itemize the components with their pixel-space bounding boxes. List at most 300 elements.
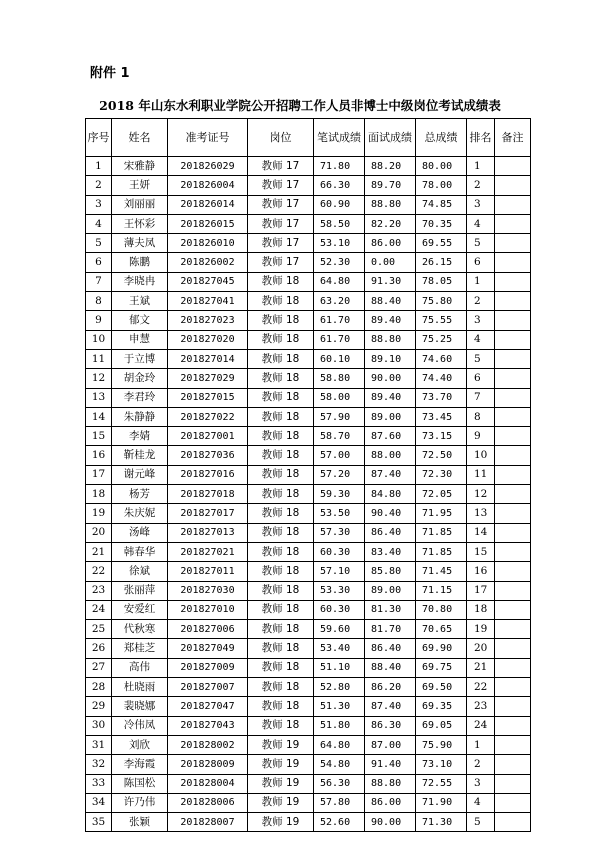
- cell-written-score: 57.80: [314, 793, 365, 812]
- cell-seq: 24: [86, 600, 112, 619]
- cell-written-score: 61.70: [314, 330, 365, 349]
- cell-written-score: 60.10: [314, 349, 365, 368]
- cell-remark: [495, 330, 531, 349]
- cell-written-score: 53.50: [314, 504, 365, 523]
- cell-name: 冷伟凤: [112, 716, 168, 735]
- cell-name: 刘欣: [112, 735, 168, 754]
- cell-ticket: 201826004: [168, 176, 248, 195]
- cell-name: 汤峰: [112, 523, 168, 542]
- cell-written-score: 60.90: [314, 195, 365, 214]
- cell-name: 杜晓雨: [112, 678, 168, 697]
- cell-remark: [495, 678, 531, 697]
- cell-written-score: 58.70: [314, 427, 365, 446]
- cell-name: 徐斌: [112, 562, 168, 581]
- cell-total-score: 69.75: [416, 658, 467, 677]
- cell-ticket: 201827013: [168, 523, 248, 542]
- cell-written-score: 52.80: [314, 678, 365, 697]
- cell-seq: 1: [86, 157, 112, 176]
- cell-ticket: 201828009: [168, 755, 248, 774]
- cell-position: 教师 18: [248, 485, 314, 504]
- table-row: [86, 755, 531, 774]
- cell-interview-score: 88.80: [365, 774, 416, 793]
- cell-position: 教师 18: [248, 716, 314, 735]
- table-row: [86, 157, 531, 176]
- cell-seq: 14: [86, 407, 112, 426]
- cell-written-score: 51.10: [314, 658, 365, 677]
- cell-name: 王斌: [112, 292, 168, 311]
- cell-ticket: 201826014: [168, 195, 248, 214]
- cell-ticket: 201828004: [168, 774, 248, 793]
- cell-seq: 35: [86, 813, 112, 832]
- cell-interview-score: 84.80: [365, 485, 416, 504]
- cell-name: 杨芳: [112, 485, 168, 504]
- cell-rank: 3: [467, 311, 495, 330]
- cell-name: 郁文: [112, 311, 168, 330]
- cell-name: 谢元峰: [112, 465, 168, 484]
- cell-interview-score: 89.10: [365, 349, 416, 368]
- table-row: [86, 349, 531, 368]
- cell-remark: [495, 388, 531, 407]
- cell-remark: [495, 157, 531, 176]
- table-row: [86, 813, 531, 832]
- cell-position: 教师 18: [248, 639, 314, 658]
- cell-name: 薄夫凤: [112, 234, 168, 253]
- cell-remark: [495, 620, 531, 639]
- cell-rank: 14: [467, 523, 495, 542]
- cell-position: 教师 18: [248, 369, 314, 388]
- cell-rank: 5: [467, 813, 495, 832]
- table-row: [86, 253, 531, 272]
- cell-position: 教师 18: [248, 446, 314, 465]
- cell-total-score: 72.55: [416, 774, 467, 793]
- cell-ticket: 201828007: [168, 813, 248, 832]
- cell-interview-score: 89.00: [365, 581, 416, 600]
- cell-position: 教师 18: [248, 620, 314, 639]
- cell-ticket: 201827021: [168, 542, 248, 561]
- cell-remark: [495, 195, 531, 214]
- cell-written-score: 58.50: [314, 214, 365, 233]
- cell-interview-score: 85.80: [365, 562, 416, 581]
- cell-written-score: 71.80: [314, 157, 365, 176]
- cell-rank: 6: [467, 253, 495, 272]
- cell-interview-score: 90.00: [365, 369, 416, 388]
- cell-rank: 12: [467, 485, 495, 504]
- cell-name: 安爱红: [112, 600, 168, 619]
- cell-remark: [495, 793, 531, 812]
- cell-remark: [495, 369, 531, 388]
- header-position: 岗位: [248, 119, 314, 157]
- cell-remark: [495, 253, 531, 272]
- table-row: [86, 697, 531, 716]
- cell-rank: 19: [467, 620, 495, 639]
- cell-total-score: 78.00: [416, 176, 467, 195]
- cell-position: 教师 18: [248, 678, 314, 697]
- cell-name: 刘丽丽: [112, 195, 168, 214]
- cell-interview-score: 0.00: [365, 253, 416, 272]
- header-written-score: 笔试成绩: [314, 119, 365, 157]
- table-row: [86, 774, 531, 793]
- cell-name: 王妍: [112, 176, 168, 195]
- cell-ticket: 201827041: [168, 292, 248, 311]
- table-row: [86, 214, 531, 233]
- cell-interview-score: 86.40: [365, 523, 416, 542]
- cell-total-score: 69.50: [416, 678, 467, 697]
- cell-position: 教师 18: [248, 272, 314, 291]
- cell-remark: [495, 292, 531, 311]
- cell-written-score: 57.20: [314, 465, 365, 484]
- cell-total-score: 70.80: [416, 600, 467, 619]
- cell-position: 教师 17: [248, 214, 314, 233]
- cell-rank: 15: [467, 542, 495, 561]
- cell-total-score: 69.05: [416, 716, 467, 735]
- cell-name: 宋雅静: [112, 157, 168, 176]
- cell-interview-score: 89.40: [365, 311, 416, 330]
- cell-remark: [495, 658, 531, 677]
- cell-total-score: 72.50: [416, 446, 467, 465]
- cell-seq: 26: [86, 639, 112, 658]
- cell-ticket: 201827007: [168, 678, 248, 697]
- cell-seq: 15: [86, 427, 112, 446]
- cell-interview-score: 86.40: [365, 639, 416, 658]
- cell-remark: [495, 600, 531, 619]
- cell-ticket: 201826015: [168, 214, 248, 233]
- cell-ticket: 201827009: [168, 658, 248, 677]
- cell-seq: 21: [86, 542, 112, 561]
- cell-written-score: 52.30: [314, 253, 365, 272]
- cell-interview-score: 89.70: [365, 176, 416, 195]
- cell-written-score: 57.00: [314, 446, 365, 465]
- score-table: [85, 118, 531, 832]
- cell-ticket: 201827020: [168, 330, 248, 349]
- cell-total-score: 74.60: [416, 349, 467, 368]
- cell-seq: 16: [86, 446, 112, 465]
- cell-rank: 5: [467, 349, 495, 368]
- cell-name: 张丽萍: [112, 581, 168, 600]
- cell-position: 教师 18: [248, 581, 314, 600]
- cell-interview-score: 86.30: [365, 716, 416, 735]
- cell-interview-score: 83.40: [365, 542, 416, 561]
- cell-name: 王怀彩: [112, 214, 168, 233]
- cell-ticket: 201827016: [168, 465, 248, 484]
- cell-rank: 16: [467, 562, 495, 581]
- cell-total-score: 69.35: [416, 697, 467, 716]
- cell-interview-score: 81.30: [365, 600, 416, 619]
- cell-rank: 6: [467, 369, 495, 388]
- cell-rank: 5: [467, 234, 495, 253]
- table-row: [86, 735, 531, 754]
- cell-ticket: 201828002: [168, 735, 248, 754]
- cell-interview-score: 89.00: [365, 407, 416, 426]
- cell-written-score: 57.90: [314, 407, 365, 426]
- cell-written-score: 61.70: [314, 311, 365, 330]
- cell-seq: 13: [86, 388, 112, 407]
- table-row: [86, 716, 531, 735]
- cell-rank: 3: [467, 774, 495, 793]
- cell-total-score: 78.05: [416, 272, 467, 291]
- cell-position: 教师 18: [248, 330, 314, 349]
- cell-total-score: 71.30: [416, 813, 467, 832]
- cell-remark: [495, 504, 531, 523]
- cell-written-score: 58.80: [314, 369, 365, 388]
- cell-total-score: 26.15: [416, 253, 467, 272]
- cell-ticket: 201827015: [168, 388, 248, 407]
- cell-name: 韩春华: [112, 542, 168, 561]
- cell-position: 教师 17: [248, 234, 314, 253]
- cell-seq: 19: [86, 504, 112, 523]
- cell-interview-score: 89.40: [365, 388, 416, 407]
- table-row: [86, 504, 531, 523]
- cell-position: 教师 18: [248, 542, 314, 561]
- table-row: [86, 369, 531, 388]
- cell-name: 陈国松: [112, 774, 168, 793]
- page-title: 2018 年山东水利职业学院公开招聘工作人员非博士中级岗位考试成绩表: [99, 98, 501, 113]
- cell-position: 教师 19: [248, 793, 314, 812]
- cell-seq: 23: [86, 581, 112, 600]
- cell-ticket: 201827030: [168, 581, 248, 600]
- cell-total-score: 74.85: [416, 195, 467, 214]
- cell-ticket: 201827043: [168, 716, 248, 735]
- table-row: [86, 639, 531, 658]
- header-seq: 序号: [86, 119, 112, 157]
- cell-position: 教师 18: [248, 292, 314, 311]
- cell-position: 教师 18: [248, 388, 314, 407]
- cell-ticket: 201828006: [168, 793, 248, 812]
- cell-position: 教师 18: [248, 658, 314, 677]
- table-row: [86, 620, 531, 639]
- cell-name: 李婧: [112, 427, 168, 446]
- cell-remark: [495, 427, 531, 446]
- cell-written-score: 53.10: [314, 234, 365, 253]
- cell-total-score: 74.40: [416, 369, 467, 388]
- cell-ticket: 201827006: [168, 620, 248, 639]
- cell-remark: [495, 697, 531, 716]
- cell-position: 教师 19: [248, 755, 314, 774]
- cell-interview-score: 90.00: [365, 813, 416, 832]
- cell-ticket: 201827001: [168, 427, 248, 446]
- cell-seq: 33: [86, 774, 112, 793]
- cell-seq: 12: [86, 369, 112, 388]
- cell-total-score: 71.85: [416, 523, 467, 542]
- cell-interview-score: 88.00: [365, 446, 416, 465]
- cell-position: 教师 18: [248, 697, 314, 716]
- cell-interview-score: 87.40: [365, 465, 416, 484]
- cell-rank: 7: [467, 388, 495, 407]
- cell-ticket: 201827045: [168, 272, 248, 291]
- cell-rank: 18: [467, 600, 495, 619]
- cell-seq: 8: [86, 292, 112, 311]
- table-row: [86, 658, 531, 677]
- cell-position: 教师 18: [248, 465, 314, 484]
- cell-rank: 2: [467, 755, 495, 774]
- table-row: [86, 542, 531, 561]
- cell-name: 张颖: [112, 813, 168, 832]
- table-header-row: [86, 119, 531, 157]
- cell-name: 代秋寒: [112, 620, 168, 639]
- cell-ticket: 201827014: [168, 349, 248, 368]
- cell-seq: 4: [86, 214, 112, 233]
- cell-written-score: 57.30: [314, 523, 365, 542]
- cell-rank: 21: [467, 658, 495, 677]
- cell-written-score: 56.30: [314, 774, 365, 793]
- cell-seq: 34: [86, 793, 112, 812]
- cell-rank: 2: [467, 176, 495, 195]
- header-name: 姓名: [112, 119, 168, 157]
- cell-position: 教师 19: [248, 813, 314, 832]
- cell-remark: [495, 542, 531, 561]
- cell-remark: [495, 581, 531, 600]
- cell-total-score: 71.45: [416, 562, 467, 581]
- cell-ticket: 201827011: [168, 562, 248, 581]
- cell-rank: 4: [467, 214, 495, 233]
- cell-position: 教师 17: [248, 157, 314, 176]
- cell-written-score: 53.40: [314, 639, 365, 658]
- cell-total-score: 70.35: [416, 214, 467, 233]
- cell-seq: 30: [86, 716, 112, 735]
- cell-remark: [495, 523, 531, 542]
- cell-total-score: 73.45: [416, 407, 467, 426]
- cell-written-score: 54.80: [314, 755, 365, 774]
- cell-seq: 17: [86, 465, 112, 484]
- cell-interview-score: 88.40: [365, 292, 416, 311]
- table-row: [86, 407, 531, 426]
- header-ticket: 准考证号: [168, 119, 248, 157]
- cell-ticket: 201827022: [168, 407, 248, 426]
- cell-seq: 11: [86, 349, 112, 368]
- cell-total-score: 70.65: [416, 620, 467, 639]
- cell-rank: 23: [467, 697, 495, 716]
- cell-total-score: 73.10: [416, 755, 467, 774]
- header-total-score: 总成绩: [416, 119, 467, 157]
- table-row: [86, 485, 531, 504]
- cell-position: 教师 18: [248, 562, 314, 581]
- cell-ticket: 201827029: [168, 369, 248, 388]
- table-row: [86, 465, 531, 484]
- cell-remark: [495, 813, 531, 832]
- cell-written-score: 59.30: [314, 485, 365, 504]
- cell-ticket: 201827047: [168, 697, 248, 716]
- cell-seq: 9: [86, 311, 112, 330]
- table-row: [86, 330, 531, 349]
- cell-position: 教师 19: [248, 735, 314, 754]
- cell-rank: 1: [467, 735, 495, 754]
- cell-name: 许乃伟: [112, 793, 168, 812]
- cell-seq: 22: [86, 562, 112, 581]
- cell-seq: 25: [86, 620, 112, 639]
- cell-rank: 20: [467, 639, 495, 658]
- table-row: [86, 311, 531, 330]
- cell-rank: 24: [467, 716, 495, 735]
- cell-remark: [495, 407, 531, 426]
- cell-ticket: 201827017: [168, 504, 248, 523]
- cell-name: 陈鹏: [112, 253, 168, 272]
- cell-position: 教师 18: [248, 600, 314, 619]
- cell-written-score: 64.80: [314, 735, 365, 754]
- table-row: [86, 523, 531, 542]
- cell-written-score: 58.00: [314, 388, 365, 407]
- attachment-label: 附件 1: [90, 66, 130, 81]
- cell-remark: [495, 176, 531, 195]
- cell-name: 申慧: [112, 330, 168, 349]
- cell-rank: 2: [467, 292, 495, 311]
- cell-rank: 1: [467, 157, 495, 176]
- cell-rank: 3: [467, 195, 495, 214]
- cell-rank: 4: [467, 793, 495, 812]
- cell-seq: 6: [86, 253, 112, 272]
- table-row: [86, 581, 531, 600]
- table-row: [86, 793, 531, 812]
- cell-written-score: 51.30: [314, 697, 365, 716]
- cell-seq: 20: [86, 523, 112, 542]
- cell-written-score: 64.80: [314, 272, 365, 291]
- cell-remark: [495, 446, 531, 465]
- cell-position: 教师 18: [248, 504, 314, 523]
- cell-remark: [495, 234, 531, 253]
- cell-position: 教师 17: [248, 253, 314, 272]
- cell-rank: 8: [467, 407, 495, 426]
- cell-interview-score: 91.30: [365, 272, 416, 291]
- table-row: [86, 600, 531, 619]
- cell-remark: [495, 639, 531, 658]
- table-row: [86, 388, 531, 407]
- cell-seq: 2: [86, 176, 112, 195]
- cell-remark: [495, 272, 531, 291]
- cell-position: 教师 18: [248, 407, 314, 426]
- cell-interview-score: 87.00: [365, 735, 416, 754]
- cell-ticket: 201827010: [168, 600, 248, 619]
- cell-name: 郑桂芝: [112, 639, 168, 658]
- cell-interview-score: 86.00: [365, 234, 416, 253]
- cell-rank: 4: [467, 330, 495, 349]
- cell-rank: 10: [467, 446, 495, 465]
- cell-interview-score: 86.00: [365, 793, 416, 812]
- cell-position: 教师 17: [248, 195, 314, 214]
- cell-rank: 1: [467, 272, 495, 291]
- cell-name: 高伟: [112, 658, 168, 677]
- cell-interview-score: 87.40: [365, 697, 416, 716]
- cell-interview-score: 81.70: [365, 620, 416, 639]
- table-row: [86, 292, 531, 311]
- cell-position: 教师 19: [248, 774, 314, 793]
- cell-written-score: 60.30: [314, 600, 365, 619]
- cell-seq: 28: [86, 678, 112, 697]
- table-row: [86, 678, 531, 697]
- cell-remark: [495, 735, 531, 754]
- cell-name: 于立博: [112, 349, 168, 368]
- cell-name: 裴晓娜: [112, 697, 168, 716]
- cell-seq: 10: [86, 330, 112, 349]
- cell-total-score: 71.90: [416, 793, 467, 812]
- cell-remark: [495, 716, 531, 735]
- cell-name: 靳桂龙: [112, 446, 168, 465]
- table-row: [86, 446, 531, 465]
- cell-remark: [495, 214, 531, 233]
- table-body: [86, 157, 531, 832]
- cell-name: 李君玲: [112, 388, 168, 407]
- cell-rank: 17: [467, 581, 495, 600]
- cell-total-score: 72.05: [416, 485, 467, 504]
- table-row: [86, 272, 531, 291]
- cell-ticket: 201827023: [168, 311, 248, 330]
- cell-remark: [495, 465, 531, 484]
- cell-total-score: 71.95: [416, 504, 467, 523]
- cell-total-score: 75.55: [416, 311, 467, 330]
- cell-written-score: 51.80: [314, 716, 365, 735]
- cell-name: 朱庆妮: [112, 504, 168, 523]
- cell-seq: 29: [86, 697, 112, 716]
- header-rank: 排名: [467, 119, 495, 157]
- table-row: [86, 234, 531, 253]
- cell-written-score: 53.30: [314, 581, 365, 600]
